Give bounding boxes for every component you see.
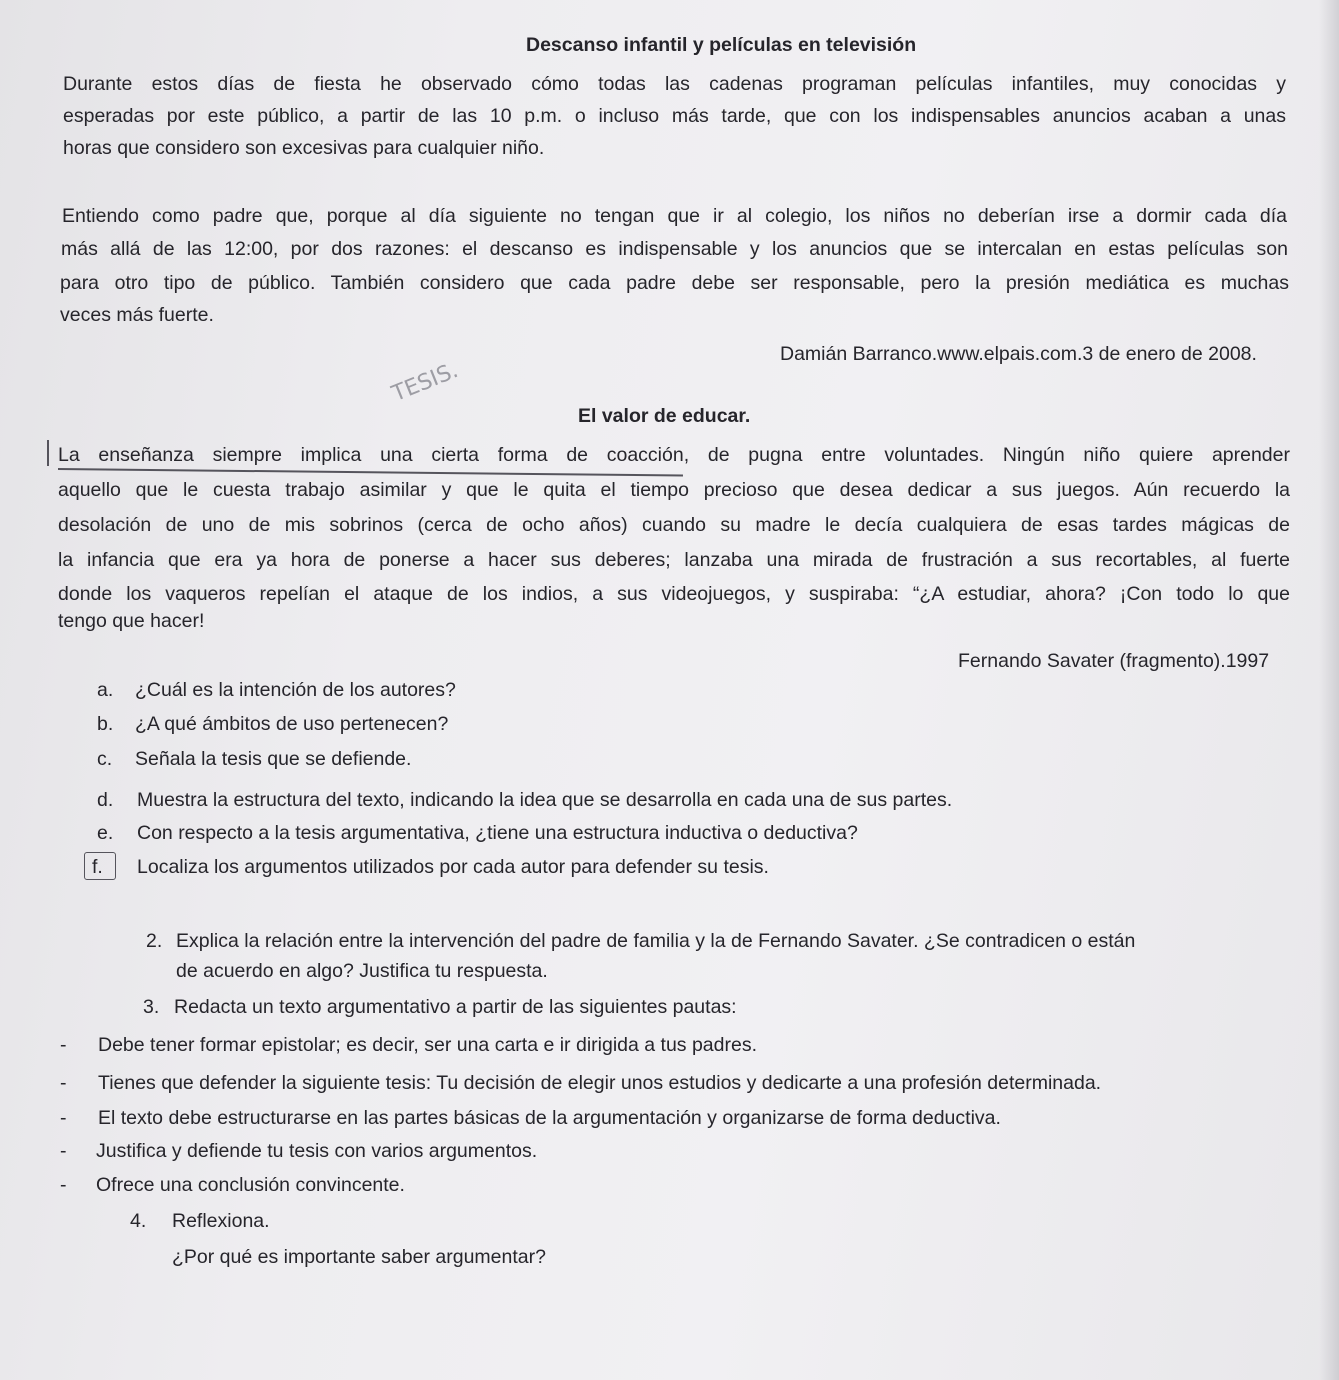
text1-p2-line-4: veces más fuerte. xyxy=(60,304,214,326)
text2-p1-line-2: aquello que le cuesta trabajo asimilar y que le quita el tiempo precioso que desea dedicar a sus juegos. Aún recuerdo la xyxy=(58,479,1290,501)
text2-p1-line-1: La enseñanza siempre implica una cierta forma de coacción, de pugna entre voluntades. Ningún niño quiere aprender xyxy=(58,444,1290,466)
question-d-text: Muestra la estructura del texto, indicando la idea que se desarrolla en cada una de sus partes. xyxy=(137,789,953,811)
bullet-dash: - xyxy=(60,1034,67,1056)
question-f-letter: f. xyxy=(92,856,103,878)
bullet-dash: - xyxy=(60,1174,67,1196)
question-b-letter: b. xyxy=(97,713,114,735)
question-b-text: ¿A qué ámbitos de uso pertenecen? xyxy=(135,713,449,735)
bullet-dash: - xyxy=(60,1072,67,1094)
q3-bullet-4: Justifica y defiende tu tesis con varios argumentos. xyxy=(96,1140,538,1162)
text1-p2-line-3: para otro tipo de público. También considero que cada padre debe ser responsable, pero la presión mediática es muchas xyxy=(60,272,1289,294)
text2-p1-line-6: tengo que hacer! xyxy=(58,610,205,632)
text1-p1-line-3: horas que considero son excesivas para cualquier niño. xyxy=(63,137,545,159)
q3-number: 3. xyxy=(143,996,160,1018)
question-a-text: ¿Cuál es la intención de los autores? xyxy=(135,679,456,701)
q4-text: Reflexiona. xyxy=(172,1210,270,1232)
text2-p1-line-4: la infancia que era ya hora de ponerse a hacer sus deberes; lanzaba una mirada de frustración a sus recortables, al fuerte xyxy=(58,549,1290,571)
margin-bracket-mark xyxy=(47,440,49,466)
question-f-text: Localiza los argumentos utilizados por cada autor para defender su tesis. xyxy=(137,856,769,878)
q3-text: Redacta un texto argumentativo a partir de las siguientes pautas: xyxy=(174,996,737,1018)
text1-p1-line-2: esperadas por este público, a partir de las 10 p.m. o incluso más tarde, que con los indispensables anuncios acaban a unas xyxy=(63,105,1286,127)
text2-p1-line-5: donde los vaqueros repelían el ataque de los indios, a sus videojuegos, y suspiraba: “¿A estudiar, ahora? ¡Con todo lo que xyxy=(58,583,1290,605)
q2-number: 2. xyxy=(146,930,163,952)
question-c-letter: c. xyxy=(97,748,113,770)
question-e-letter: e. xyxy=(97,822,114,844)
handwritten-annotation: TESIS. xyxy=(388,358,462,407)
question-e-text: Con respecto a la tesis argumentativa, ¿tiene una estructura inductiva o deductiva? xyxy=(137,822,858,844)
bullet-dash: - xyxy=(60,1140,67,1162)
q3-bullet-5: Ofrece una conclusión convincente. xyxy=(96,1174,405,1196)
q4-number: 4. xyxy=(130,1210,147,1232)
text1-source: Damián Barranco.www.elpais.com.3 de enero de 2008. xyxy=(780,343,1257,365)
q3-bullet-2: Tienes que defender la siguiente tesis: Tu decisión de elegir unos estudios y dedicarte a una profesión determinada. xyxy=(98,1072,1102,1094)
q2-line-1: Explica la relación entre la intervención del padre de familia y la de Fernando Savater. ¿Se contradicen o están xyxy=(176,930,1136,952)
text2-title: El valor de educar. xyxy=(578,405,751,427)
bullet-dash: - xyxy=(60,1107,67,1129)
page-edge-shadow xyxy=(1319,0,1339,1380)
q3-bullet-3: El texto debe estructurarse en las partes básicas de la argumentación y organizarse de forma deductiva. xyxy=(98,1107,1001,1129)
text1-p2-line-1: Entiendo como padre que, porque al día siguiente no tengan que ir al colegio, los niños no deberían irse a dormir cada día xyxy=(62,205,1287,227)
question-d-letter: d. xyxy=(97,789,114,811)
text2-p1-line-3: desolación de uno de mis sobrinos (cerca de ocho años) cuando su madre le decía cualquiera de esas tardes mágicas de xyxy=(58,514,1290,536)
question-a-letter: a. xyxy=(97,679,114,701)
text1-p2-line-2: más allá de las 12:00, por dos razones: el descanso es indispensable y los anuncios que se intercalan en estas películas son xyxy=(61,238,1288,260)
text1-p1-line-1: Durante estos días de fiesta he observado cómo todas las cadenas programan películas infantiles, muy conocidas y xyxy=(63,73,1286,95)
q3-bullet-1: Debe tener formar epistolar; es decir, ser una carta e ir dirigida a tus padres. xyxy=(98,1034,757,1056)
thesis-underline xyxy=(58,468,683,477)
q4-question: ¿Por qué es importante saber argumentar? xyxy=(172,1246,546,1268)
q2-line-2: de acuerdo en algo? Justifica tu respuesta. xyxy=(176,960,548,982)
text2-source: Fernando Savater (fragmento).1997 xyxy=(958,650,1270,672)
text1-title: Descanso infantil y películas en televisión xyxy=(526,34,917,56)
question-c-text: Señala la tesis que se defiende. xyxy=(135,748,412,770)
